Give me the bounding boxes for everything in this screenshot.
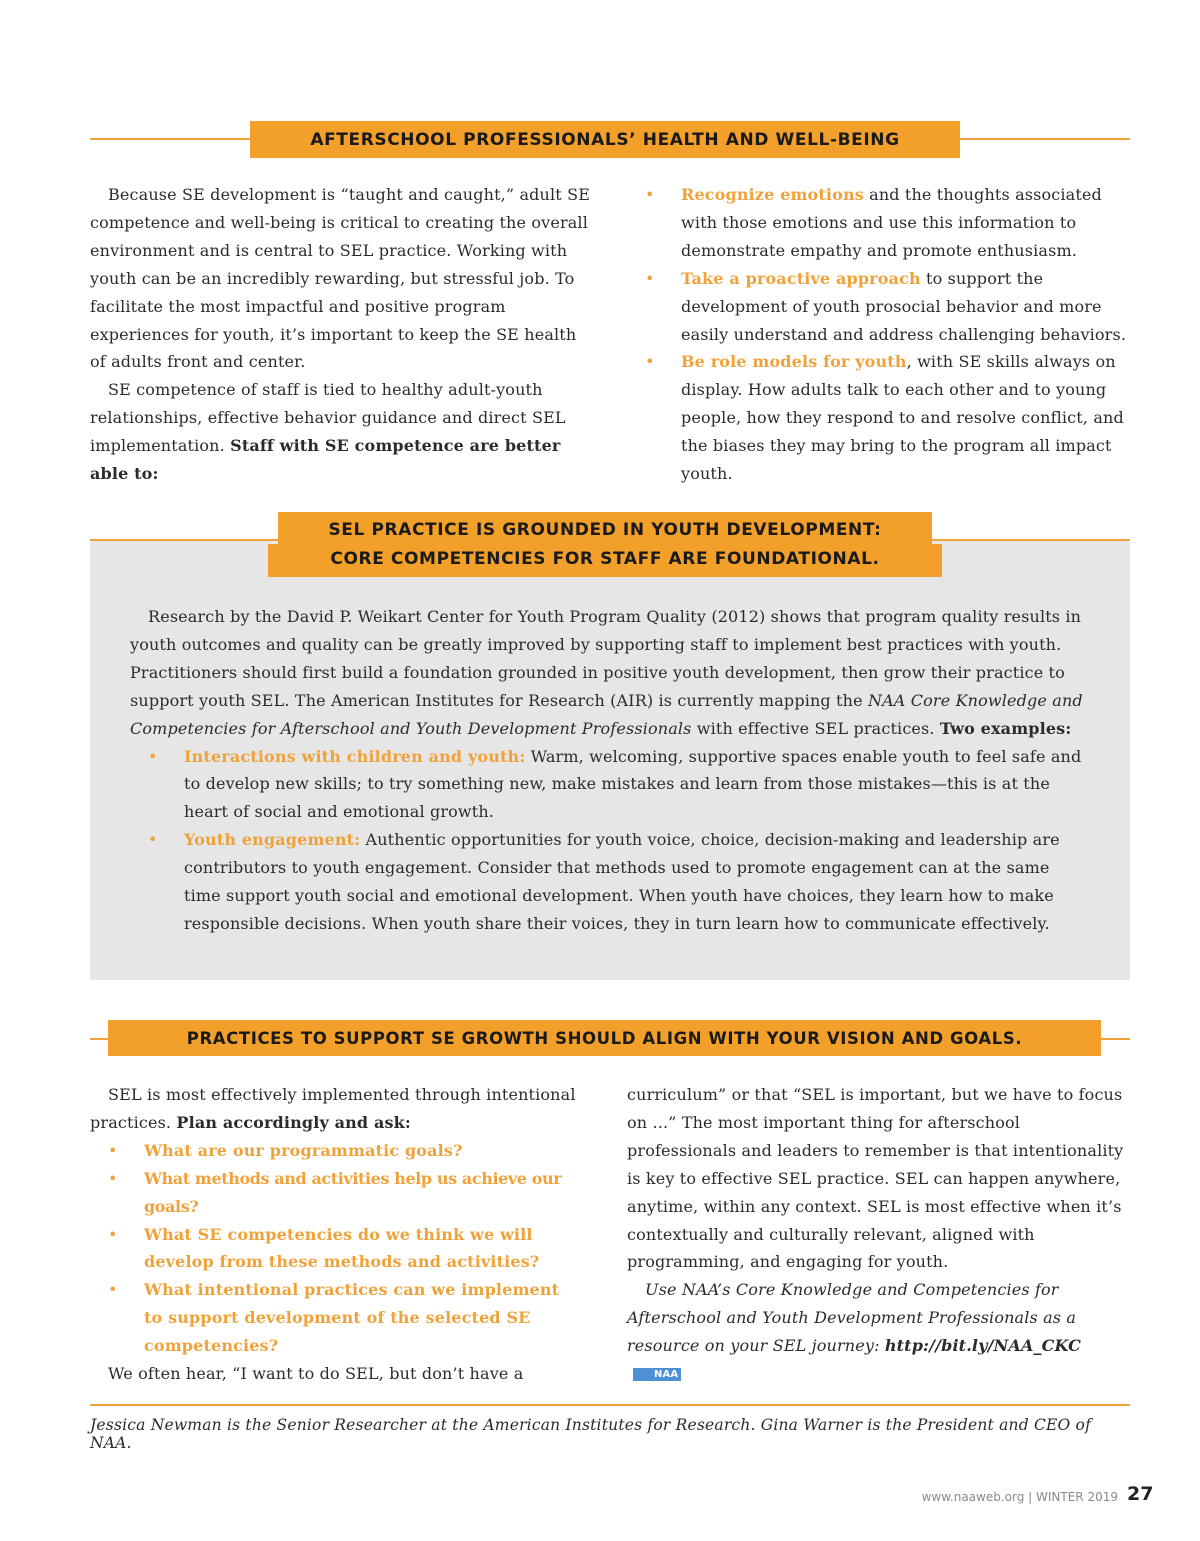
footer-site: www.naaweb.org | WINTER 2019 (921, 1490, 1118, 1504)
bullet-icon: • (645, 185, 655, 204)
bullet-icon: • (148, 746, 158, 766)
bullet-icon: • (645, 268, 655, 288)
list-item (148, 826, 1090, 938)
section1-paragraph-1: Because SE development is “taught and caught,” adult SE competence and well-being is critical to creating the overall environment and is central to SEL practice. Working with youth can be an incredibly rewarding, but stressful job. To facilitate the most impactful and positive program experiences for youth, it’s important to keep the SE health of adults front and center. (90, 185, 591, 372)
section2-paragraph-bold: Two examples: (939, 718, 1072, 738)
section3-paragraph-1-bold: Plan accordingly and ask: (176, 1112, 411, 1132)
bullet-icon: • (148, 830, 158, 850)
section2-heading-line-2: CORE COMPETENCIES FOR STAFF ARE FOUNDATIONAL. (268, 544, 942, 577)
naa-logo-icon: NAA (633, 1368, 681, 1381)
bullet-text: and the thoughts associated with those emotions and use this information to demonstrate empathy and promote enthusiasm. (681, 185, 1102, 260)
list-item (645, 265, 1135, 349)
section3-heading: PRACTICES TO SUPPORT SE GROWTH SHOULD ALIGN WITH YOUR VISION AND GOALS. (108, 1020, 1101, 1056)
section1-right-column (645, 181, 1135, 488)
section3-paragraph-2-start: We often hear, “I want to do SEL, but don’t have a (108, 1364, 524, 1384)
question-text: What SE competencies do we think we will develop from these methods and activities? (144, 1224, 540, 1272)
section3-left-column (90, 1081, 595, 1388)
section1-heading: AFTERSCHOOL PROFESSIONALS’ HEALTH AND WELL-BEING (250, 121, 960, 158)
list-item (108, 1221, 595, 1277)
page-number: 27 (1127, 1483, 1154, 1505)
bullet-text: Warm, welcoming, supportive spaces enable youth to feel safe and to develop new skills; to try something new, make mistakes and learn from those mistakes—this is at the heart of social and emotional growth. (184, 746, 1082, 822)
section1-left-column (90, 181, 595, 488)
question-text: What intentional practices can we implement to support development of the selected SE competencies? (144, 1280, 560, 1356)
section2-heading-line-1: SEL PRACTICE IS GROUNDED IN YOUTH DEVELOPMENT: (278, 512, 932, 544)
section3-paragraph-3-italic: Use NAA’s Core Knowledge and Competencies for Afterschool and Youth Development Professionals as a resource on your SEL journey: (627, 1280, 1077, 1356)
section1-paragraph-2-text: SE competence of staff is tied to healthy adult-youth relationships, effective behavior guidance and direct SEL implementation. (90, 380, 566, 456)
section3-question-list (108, 1137, 595, 1360)
naa-ckc-link[interactable]: http://bit.ly/NAA_CKC (884, 1336, 1082, 1356)
bullet-text: , with SE skills always on display. How adults talk to each other and to young people, how they respond to and resolve conflict, and the biases they may bring to the program all impact youth. (681, 352, 1124, 484)
section2-paragraph (130, 603, 1090, 743)
bullet-lead: Recognize emotions (681, 185, 864, 204)
bullet-lead: Youth engagement: (184, 830, 361, 850)
list-item (645, 348, 1135, 488)
bullet-lead: Take a proactive approach (681, 268, 921, 288)
list-item (108, 1276, 595, 1360)
byline-rule (90, 1404, 1130, 1406)
bullet-icon: • (108, 1280, 118, 1300)
list-item (645, 181, 1135, 265)
section1-paragraph-2-bold: Staff with SE competence are better able to: (90, 436, 561, 484)
list-item (148, 743, 1090, 827)
bullet-icon: • (108, 1140, 118, 1160)
list-item (108, 1165, 595, 1221)
section1-paragraph-2 (90, 376, 595, 488)
section3-paragraph-2-end: curriculum” or that “SEL is important, but we have to focus on ...” The most important thing for afterschool professionals and leaders to remember is that intentionality is key to effective SEL practice. SEL can happen anywhere, anytime, within any context. SEL is most effective when it’s contextually and culturally relevant, aligned with programming, and engaging for youth. (627, 1085, 1124, 1272)
bullet-text: Authentic opportunities for youth voice, choice, decision-making and leadership are contributors to youth engagement. Consider that methods used to promote engagement can at the same time support youth social and emotional development. When youth have choices, they learn how to make responsible decisions. When youth share their voices, they in turn learn how to communicate effectively. (184, 830, 1060, 933)
section2-bullet-list (148, 743, 1090, 938)
section3-right-column (627, 1081, 1127, 1388)
section3-paragraph-1 (90, 1081, 595, 1137)
question-text: What are our programmatic goals? (144, 1140, 463, 1160)
bullet-lead: Be role models for youth (681, 352, 907, 372)
bullet-text: to support the development of youth prosocial behavior and more easily understand and address challenging behaviors. (681, 268, 1127, 344)
section2-paragraph-italic: NAA Core Knowledge and Competencies for Afterschool and Youth Development Professionals (130, 690, 1083, 738)
section2-text (130, 603, 1090, 938)
section3-paragraph-3 (627, 1276, 1127, 1388)
section2-paragraph-a: Research by the David P. Weikart Center for Youth Program Quality (2012) shows that program quality results in youth outcomes and quality can be greatly improved by supporting staff to implement best practices with youth. Practitioners should first build a foundation grounded in positive youth development, then grow their practice to support youth SEL. The American Institutes for Research (AIR) is currently mapping the (130, 607, 1082, 710)
section1-bullet-list (645, 181, 1135, 488)
list-item (108, 1137, 595, 1165)
question-text: What methods and activities help us achieve our goals? (144, 1168, 562, 1216)
section2-paragraph-b: with effective SEL practices. (691, 718, 940, 738)
section3-paragraph-1-text: SEL is most effectively implemented through intentional practices. (90, 1085, 576, 1132)
bullet-icon: • (108, 1224, 118, 1244)
bullet-icon: • (645, 352, 655, 372)
bullet-icon: • (108, 1168, 118, 1188)
bullet-lead: Interactions with children and youth: (184, 746, 526, 766)
author-byline: Jessica Newman is the Senior Researcher at the American Institutes for Research. Gina Warner is the President and CEO of NAA. (90, 1416, 1092, 1452)
